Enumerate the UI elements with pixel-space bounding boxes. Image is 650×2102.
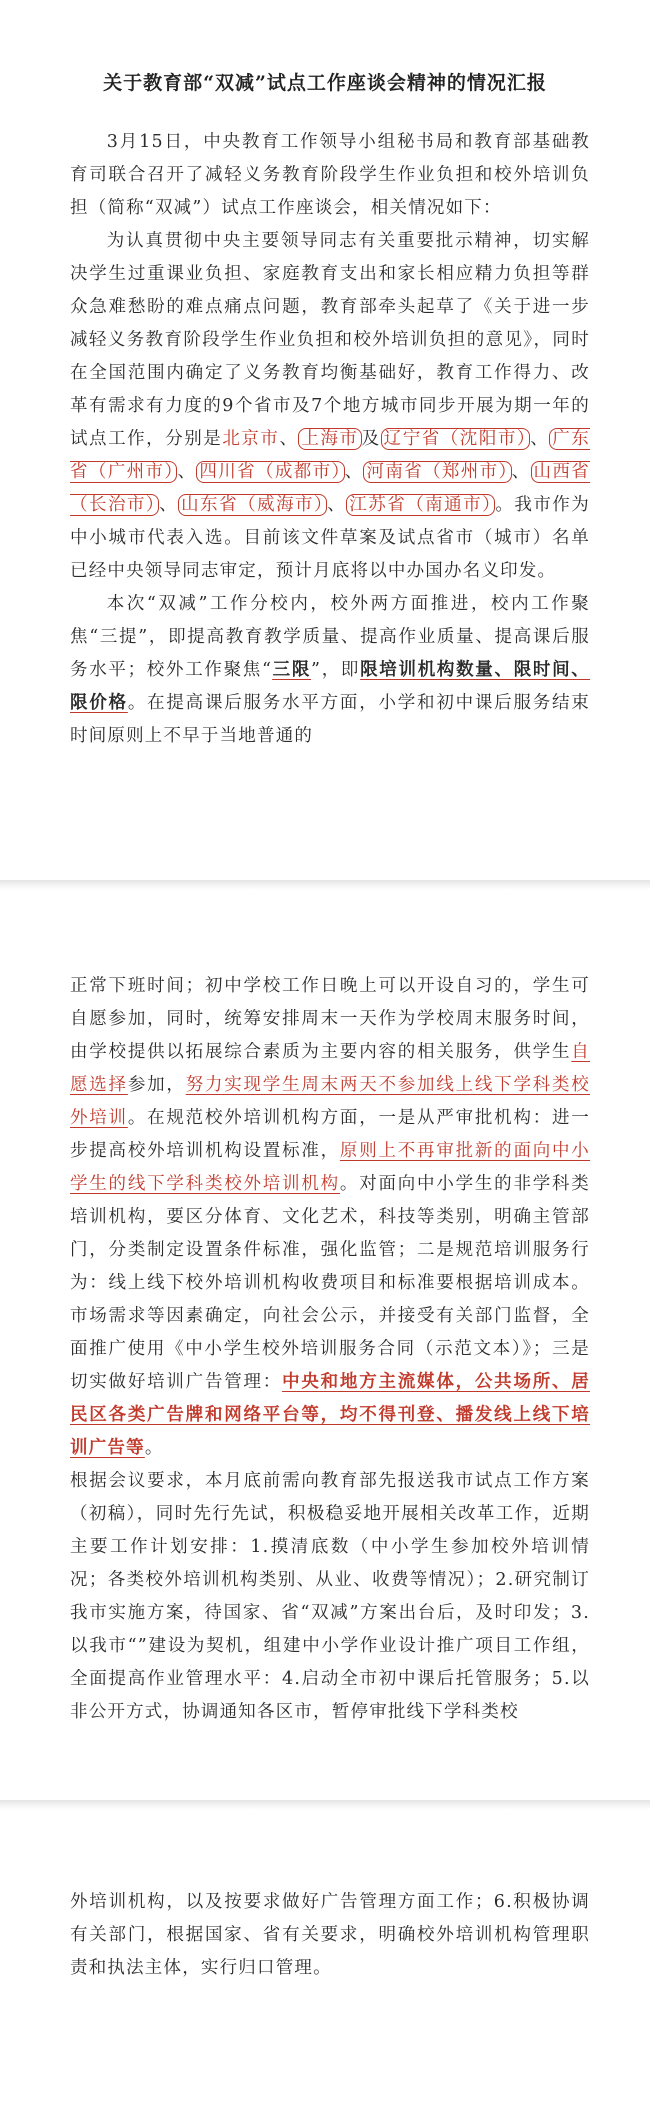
document-body-page-1	[70, 126, 590, 753]
paragraph-text: 本次“双减”工作分校内，校外两方面推进，校内工作聚焦“三提”，即提高教育教学质量、提高作业质量、提高课后服务水平；校外工作聚焦“	[70, 594, 590, 680]
separator-text: 、	[279, 429, 299, 449]
voluntary-choice: 自愿选择	[70, 1042, 590, 1095]
city-guangdong: 广东省（广州市）	[70, 429, 591, 482]
connector-text: 及	[361, 429, 381, 449]
paragraph-pilot	[70, 225, 590, 588]
separator-text: 、	[344, 462, 364, 482]
city-henan: 河南省（郑州市）	[363, 461, 511, 483]
paragraph-continuation	[70, 970, 590, 1465]
paragraph-text: 正常下班时间；初中学校工作日晚上可以开设自习的，学生可自愿参加，同时，统筹安排周末一天作为学校周末服务时间，由学校提供以拓展综合素质为主要内容的相关服务，供学生	[70, 976, 590, 1062]
document-title: 关于教育部“双减”试点工作座谈会精神的情况汇报	[103, 72, 547, 94]
city-shandong: 山东省（威海市）	[178, 494, 327, 516]
paragraph-text: ”，即	[311, 660, 361, 680]
document-page-3	[0, 1810, 650, 2102]
document-body-page-3	[70, 1886, 590, 1985]
paragraph-text: 。	[144, 1438, 164, 1458]
document-page-2	[0, 890, 650, 1810]
weekend-goal: 努力实现学生周末两天不参加线上线下学科类校外培训	[70, 1075, 590, 1128]
city-shanxi: 山西省（长治市）	[70, 462, 590, 515]
paragraph-text: 为认真贯彻中央主要领导同志有关重要批示精神，切实解决学生过重课业负担、家庭教育支出和家长相应精力负担等群众急难愁盼的难点痛点问题，教育部牵头起草了《关于进一步减轻义务教育阶段学生作业负担和校外培训负担的意见》，同时在全国范围内确定了义务教育均衡基础好，教育工作得力、改革有需求有力度的9个省市及7个地方城市同步开展为期一年的试点工作，分别是	[70, 231, 590, 449]
limits-items: 限培训机构数量、限时间、限价格	[70, 660, 590, 713]
paragraph-text: 。在提高课后服务水平方面，小学和初中课后服务结束时间原则上不早于当地普通的	[70, 693, 590, 746]
paragraph-text: 参加，	[127, 1075, 186, 1095]
paragraph-double-reduction	[70, 588, 590, 753]
city-beijing: 北京市	[222, 429, 280, 449]
paragraph-text: 。在规范校外培训机构方面，一是从严审批机构：进一步提高校外培训机构设置标准，	[70, 1108, 590, 1161]
three-limits: 三限	[272, 660, 312, 680]
paragraph-text: 。对面向中小学生的非学科类培训机构，要区分体育、文化艺术，科技等类别，明确主管部门，分类制定设置条件标准，强化监管；二是规范培训服务行为：线上线下校外培训机构收费项目和标准要根据培训成本。市场需求等因素确定，向社会公示，并接受有关部门监督，全面推广使用《中小学生校外培训服务合同（示范文本）》；三是切实做好培训广告管理：	[70, 1174, 590, 1392]
intro-paragraph: 3月15日，中央教育工作领导小组秘书局和教育部基础教育司联合召开了减轻义务教育阶段学生作业负担和校外培训负担（简称“双减”）试点工作座谈会，相关情况如下：	[70, 132, 590, 218]
separator-text: 、	[511, 462, 531, 482]
paragraph-work-plan: 根据会议要求，本月底前需向教育部先报送我市试点工作方案（初稿），同时先行先试，积极稳妥地开展相关改革工作，近期主要工作计划安排：1.摸清底数（中小学生参加校外培训情况；各类校外培训机构类别、从业、收费等情况）；2.研究制订我市实施方案，待国家、省“双减”方案出台后，及时印发；3.以我市“”建设为契机，组建中小学作业设计推广项目工作组，全面提高作业管理水平：4.启动全市初中课后托管服务；5.以非公开方式，协调通知各区市，暂停审批线下学科类校	[70, 1471, 590, 1722]
separator-text: 、	[530, 429, 550, 449]
paragraph-text: 。我市作为中小城市代表入选。目前该文件草案及试点省市（城市）名单已经中央领导同志审定，预计月底将以中办国办名义印发。	[70, 495, 590, 581]
page-separator	[0, 880, 650, 890]
document-page-1	[0, 0, 650, 890]
separator-text: 、	[159, 495, 179, 515]
city-shanghai: 上海市	[298, 428, 361, 450]
separator-text: 、	[327, 495, 347, 515]
separator-text: 、	[177, 462, 197, 482]
page-separator	[0, 1800, 650, 1810]
city-sichuan: 四川省（成都市）	[196, 461, 344, 483]
ad-ban: 中央和地方主流媒体，公共场所、居民区各类广告牌和网络平台等，均不得刊登、播发线上线下培训广告等	[70, 1372, 591, 1458]
city-jiangsu: 江苏省（南通市）	[346, 494, 495, 516]
no-new-approval: 原则上不再审批新的面向中小学生的线下学科类校外培训机构	[70, 1141, 590, 1194]
document-body-page-2	[70, 970, 590, 1729]
city-liaoning: 辽宁省（沈阳市）	[381, 428, 531, 450]
paragraph-work-plan-continued: 外培训机构，以及按要求做好广告管理方面工作；6.积极协调有关部门，根据国家、省有关要求，明确校外培训机构管理职责和执法主体，实行归口管理。	[70, 1892, 590, 1978]
